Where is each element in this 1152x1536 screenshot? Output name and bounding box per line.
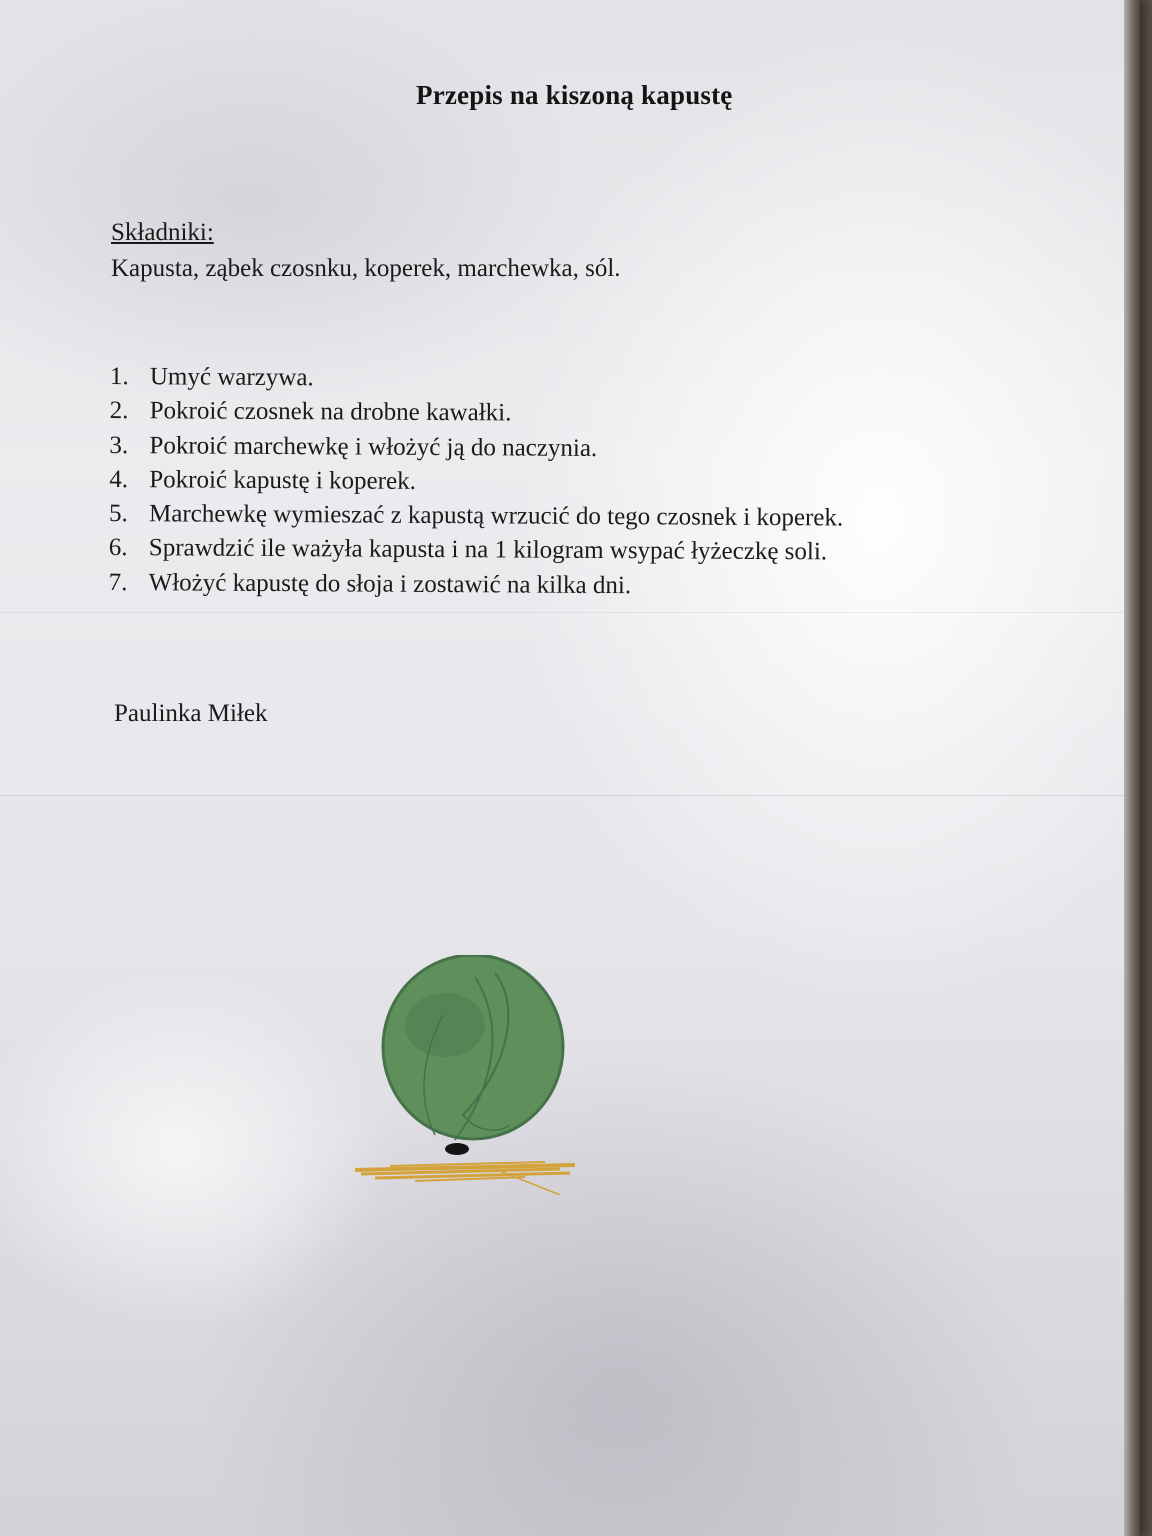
- step-number: 7.: [108, 568, 128, 596]
- step-item: [109, 566, 843, 605]
- step-item: [110, 394, 844, 433]
- steps-list: [109, 360, 845, 605]
- step-text: Marchewkę wymieszać z kapustą wrzucić do tego czosnek i koperek.: [148, 500, 844, 532]
- step-text: Umyć warzywa.: [149, 363, 314, 392]
- step-text: Pokroić marchewkę i włożyć ją do naczynia.: [149, 431, 598, 462]
- step-number: 6.: [108, 534, 128, 562]
- paper-crease: [0, 612, 1140, 613]
- step-item: [109, 429, 843, 468]
- ingredients-list: Kapusta, ząbek czosnku, koperek, marchewka, sól.: [111, 255, 621, 282]
- step-text: Pokroić kapustę i koperek.: [149, 466, 416, 495]
- step-item: [109, 531, 843, 570]
- ingredients-heading: Składniki:: [111, 219, 214, 246]
- step-item: [110, 360, 844, 399]
- step-text: Sprawdzić ile ważyła kapusta i na 1 kilogram wsypać łyżeczkę soli.: [148, 534, 828, 566]
- recipe-title: Przepis na kiszoną kapustę: [416, 80, 733, 110]
- paper-crease: [0, 795, 1140, 796]
- cabbage-head: [383, 955, 563, 1140]
- step-text: Włożyć kapustę do słoja i zostawić na kilka dni.: [148, 569, 632, 599]
- step-number: 3.: [109, 431, 129, 459]
- step-text: Pokroić czosnek na drobne kawałki.: [149, 397, 512, 427]
- step-item: [109, 497, 843, 536]
- author-name: Paulinka Miłek: [114, 700, 268, 727]
- step-item: [109, 463, 843, 502]
- paper-edge: [1124, 0, 1140, 1536]
- cabbage-stem: [445, 1143, 469, 1155]
- cabbage-drawing: [345, 955, 585, 1195]
- ground-strokes: [355, 1162, 575, 1195]
- step-number: 1.: [109, 362, 129, 391]
- step-number: 2.: [109, 397, 129, 425]
- step-number: 4.: [109, 465, 129, 494]
- step-number: 5.: [108, 500, 128, 528]
